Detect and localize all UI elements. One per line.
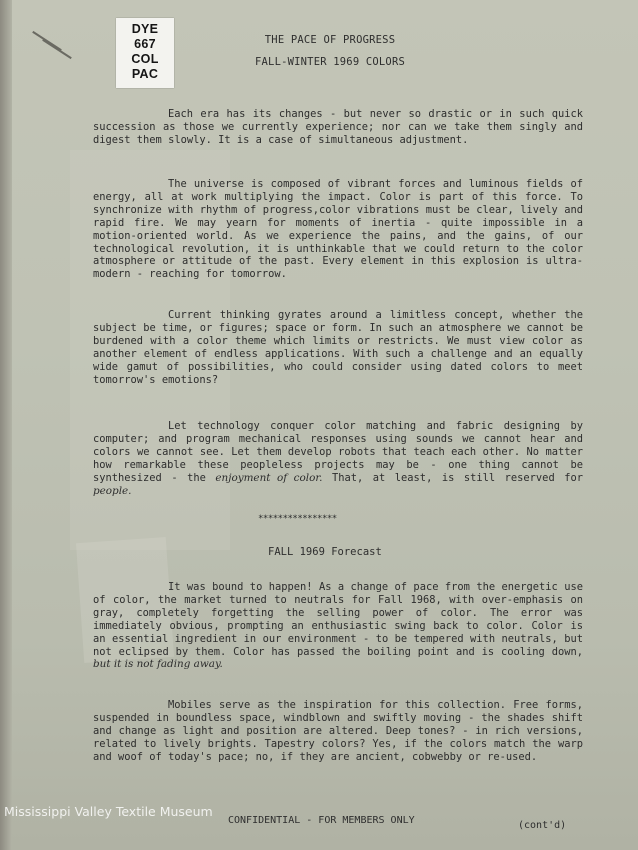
paragraph-text: Mobiles serve as the inspiration for this collection. Free forms, suspended in boundless space, windblown and swiftly moving - the shades shift and change as light and position are altered. Deep tones? - in rich versions, related to lively brights. Tapestry colors? Yes, if the colors match the warp and woof of today's pace; no, if they are ancient, cobwebby or re-used.: [93, 699, 583, 763]
paragraph-4: [93, 420, 583, 497]
emphasis-text: but it is not fading away.: [93, 658, 223, 671]
catalog-label-line: 667: [134, 37, 156, 51]
paragraph-text: It was bound to happen! As a change of pace from the energetic use of color, the market turned to neutrals for Fall 1968, with over-emphasis on gray, completely forgetting the selling power of color. The error was immediately obvious, prompting an enthusiastic swing back to color. Color is an essential ingredient in our environment - to be tempered with neutrals, but not eclipsed by them. Color has passed the boiling point and is cooling down,: [93, 581, 583, 658]
paragraph-text: Current thinking gyrates around a limitless concept, whether the subject be time, or figures; space or form. In such an atmosphere we cannot be burdened with a color theme which limits or restricts. We must view color as another element of endless applications. With such a challenge and an equally wide gamut of possibilities, who could consider using dated colors to meet tomorrow's emotions?: [93, 309, 583, 386]
catalog-label-line: COL: [131, 52, 159, 66]
paragraph-5: [93, 581, 583, 671]
page-title: THE PACE OF PROGRESS: [264, 34, 396, 46]
paragraph-2: [93, 178, 583, 281]
paragraph-text: That, at least, is still reserved for: [331, 471, 583, 484]
paragraph-text: Each era has its changes - but never so drastic or in such quick succession as those we currently experience; nor can we take them singly and digest them slowly. It is a case of simultaneous adjustment.: [93, 108, 583, 146]
confidential-footer: CONFIDENTIAL - FOR MEMBERS ONLY: [228, 815, 415, 826]
page-subtitle: FALL-WINTER 1969 COLORS: [255, 56, 405, 68]
pencil-mark: [42, 39, 72, 59]
catalog-label: [116, 18, 174, 88]
museum-watermark: Mississippi Valley Textile Museum: [4, 804, 213, 819]
paragraph-3: [93, 309, 583, 386]
emphasis-text: people.: [93, 484, 132, 497]
catalog-label-line: PAC: [131, 67, 159, 81]
emphasis-text: enjoyment of color.: [215, 471, 323, 484]
continued-marker: (cont'd): [518, 820, 567, 831]
page-edge: [0, 0, 12, 850]
paragraph-text: The universe is composed of vibrant forces and luminous fields of energy, all at work multiplying the impact. Color is part of this force. To synchronize with rhythm of progress,color vibrations must be clear, lively and rapid fire. We may yearn for moments of inertia - quite impossible in a motion-oriented world. As we experience the pains, and the gains, of our technological revolution, it is unthinkable that we could return to the color atmosphere or attitude of the past. Every element in this explosion is ultra-modern - reaching for tomorrow.: [93, 178, 583, 281]
paragraph-6: [93, 699, 583, 764]
paragraph-text: Let technology conquer color matching and fabric designing by computer; and program mechanical responses using sounds we cannot hear and colors we cannot see. Let them develop robots that teach each other. No matter how remarkable these peopleless projects may be - one thing cannot be synthesized - the: [93, 420, 583, 484]
catalog-label-line: DYE: [131, 22, 159, 36]
divider-stars: ****************: [258, 514, 337, 524]
section-heading: FALL 1969 Forecast: [268, 546, 382, 558]
paragraph-1: [93, 108, 583, 147]
